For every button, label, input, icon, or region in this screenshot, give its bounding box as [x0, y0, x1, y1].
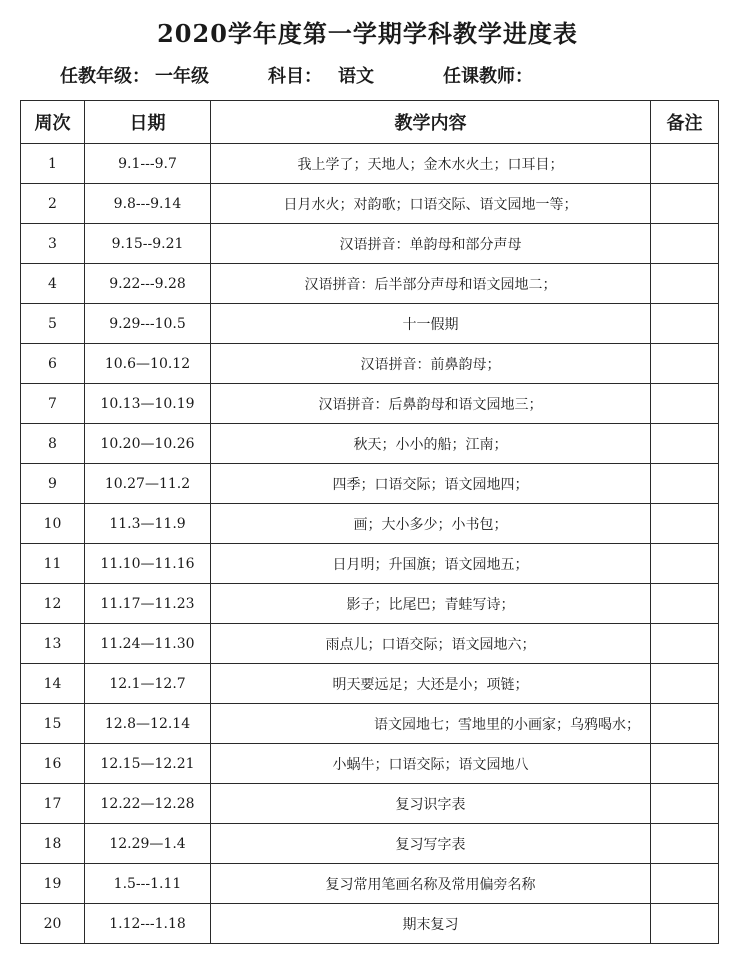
- cell-note: [651, 864, 719, 904]
- cell-date: 12.29—1.4: [85, 824, 211, 864]
- cell-content: 影子；比尾巴；青蛙写诗；: [211, 584, 651, 624]
- header-content: 教学内容: [211, 101, 651, 144]
- table-row: [21, 864, 719, 904]
- cell-note: [651, 624, 719, 664]
- cell-note: [651, 904, 719, 944]
- teacher-label: 任课教师：: [443, 66, 533, 87]
- cell-content: 十一假期: [211, 304, 651, 344]
- cell-content: 日月水火；对韵歌；口语交际、语文园地一等；: [211, 184, 651, 224]
- table-row: [21, 344, 719, 384]
- cell-note: [651, 144, 719, 184]
- cell-content: 我上学了；天地人；金木水火土；口耳目；: [211, 144, 651, 184]
- cell-date: 12.15—12.21: [85, 744, 211, 784]
- table-row: [21, 664, 719, 704]
- cell-week: 6: [21, 344, 85, 384]
- cell-date: 12.8—12.14: [85, 704, 211, 744]
- grade-label: 任教年级：: [60, 66, 150, 87]
- cell-content: 日月明；升国旗；语文园地五；: [211, 544, 651, 584]
- table-row: [21, 544, 719, 584]
- cell-week: 10: [21, 504, 85, 544]
- cell-date: 12.22—12.28: [85, 784, 211, 824]
- table-row: [21, 904, 719, 944]
- info-line: [0, 62, 735, 92]
- cell-content: 明天要远足；大还是小；项链；: [211, 664, 651, 704]
- progress-table: [20, 100, 719, 944]
- cell-note: [651, 384, 719, 424]
- cell-content: 汉语拼音：单韵母和部分声母: [211, 224, 651, 264]
- table-row: [21, 584, 719, 624]
- table-header-row: [21, 101, 719, 144]
- cell-week: 4: [21, 264, 85, 304]
- cell-week: 15: [21, 704, 85, 744]
- cell-note: [651, 184, 719, 224]
- cell-week: 19: [21, 864, 85, 904]
- subject-label: 科目：: [268, 66, 322, 87]
- cell-week: 2: [21, 184, 85, 224]
- cell-date: 11.24—11.30: [85, 624, 211, 664]
- cell-date: 9.8---9.14: [85, 184, 211, 224]
- cell-date: 11.17—11.23: [85, 584, 211, 624]
- cell-date: 9.15--9.21: [85, 224, 211, 264]
- cell-note: [651, 224, 719, 264]
- cell-content: 四季；口语交际；语文园地四；: [211, 464, 651, 504]
- table-row: [21, 624, 719, 664]
- cell-week: 17: [21, 784, 85, 824]
- cell-date: 10.6—10.12: [85, 344, 211, 384]
- table-row: [21, 784, 719, 824]
- cell-date: 11.3—11.9: [85, 504, 211, 544]
- cell-content: 语文园地七；雪地里的小画家；乌鸦喝水；: [211, 704, 651, 744]
- header-week: 周次: [21, 101, 85, 144]
- cell-note: [651, 304, 719, 344]
- cell-date: 10.13—10.19: [85, 384, 211, 424]
- cell-note: [651, 464, 719, 504]
- cell-week: 20: [21, 904, 85, 944]
- cell-week: 7: [21, 384, 85, 424]
- cell-date: 1.12---1.18: [85, 904, 211, 944]
- cell-note: [651, 704, 719, 744]
- table-row: [21, 464, 719, 504]
- cell-content: 期末复习: [211, 904, 651, 944]
- table-row: [21, 224, 719, 264]
- cell-week: 3: [21, 224, 85, 264]
- cell-week: 14: [21, 664, 85, 704]
- cell-week: 13: [21, 624, 85, 664]
- cell-note: [651, 344, 719, 384]
- cell-note: [651, 544, 719, 584]
- table-row: [21, 304, 719, 344]
- cell-note: [651, 784, 719, 824]
- cell-date: 10.20—10.26: [85, 424, 211, 464]
- cell-week: 16: [21, 744, 85, 784]
- cell-date: 12.1—12.7: [85, 664, 211, 704]
- cell-date: 9.22---9.28: [85, 264, 211, 304]
- table-row: [21, 144, 719, 184]
- cell-week: 8: [21, 424, 85, 464]
- cell-note: [651, 664, 719, 704]
- table-row: [21, 744, 719, 784]
- cell-content: 复习写字表: [211, 824, 651, 864]
- table-row: [21, 264, 719, 304]
- cell-week: 18: [21, 824, 85, 864]
- cell-content: 复习识字表: [211, 784, 651, 824]
- grade-value: 一年级: [155, 66, 209, 87]
- table-row: [21, 824, 719, 864]
- table-row: [21, 424, 719, 464]
- cell-week: 5: [21, 304, 85, 344]
- cell-date: 11.10—11.16: [85, 544, 211, 584]
- cell-note: [651, 744, 719, 784]
- cell-note: [651, 824, 719, 864]
- cell-content: 汉语拼音：后半部分声母和语文园地二；: [211, 264, 651, 304]
- cell-date: 1.5---1.11: [85, 864, 211, 904]
- table-body: [21, 144, 719, 944]
- subject-value: 语文: [338, 66, 374, 87]
- table-row: [21, 184, 719, 224]
- cell-content: 汉语拼音：后鼻韵母和语文园地三；: [211, 384, 651, 424]
- cell-content: 小蜗牛；口语交际；语文园地八: [211, 744, 651, 784]
- cell-content: 秋天；小小的船；江南；: [211, 424, 651, 464]
- header-note: 备注: [651, 101, 719, 144]
- cell-content: 汉语拼音：前鼻韵母；: [211, 344, 651, 384]
- cell-note: [651, 584, 719, 624]
- cell-week: 1: [21, 144, 85, 184]
- cell-note: [651, 504, 719, 544]
- cell-content: 复习常用笔画名称及常用偏旁名称: [211, 864, 651, 904]
- cell-date: 9.29---10.5: [85, 304, 211, 344]
- table-row: [21, 704, 719, 744]
- cell-note: [651, 424, 719, 464]
- cell-week: 9: [21, 464, 85, 504]
- table-row: [21, 384, 719, 424]
- cell-week: 11: [21, 544, 85, 584]
- cell-date: 9.1---9.7: [85, 144, 211, 184]
- cell-note: [651, 264, 719, 304]
- page-title: 2020学年度第一学期学科教学进度表: [157, 19, 578, 48]
- table-row: [21, 504, 719, 544]
- cell-content: 雨点儿；口语交际；语文园地六；: [211, 624, 651, 664]
- cell-week: 12: [21, 584, 85, 624]
- cell-content: 画；大小多少；小书包；: [211, 504, 651, 544]
- header-date: 日期: [85, 101, 211, 144]
- cell-date: 10.27—11.2: [85, 464, 211, 504]
